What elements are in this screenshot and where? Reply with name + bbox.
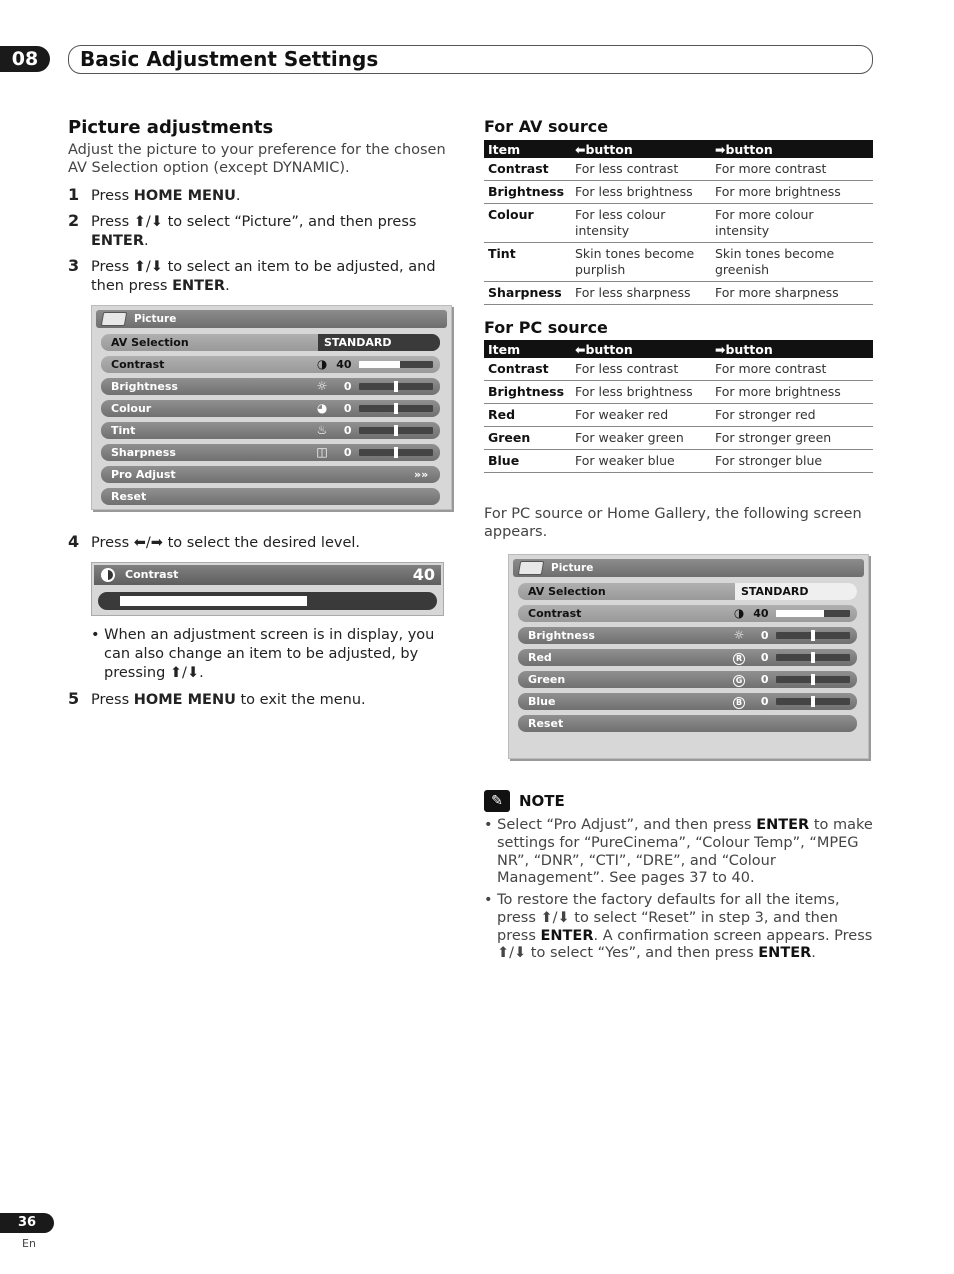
cell-item: Brightness [484,181,571,204]
brightness-icon: ☼ [733,628,745,642]
osd-row-contrast[interactable] [518,605,857,622]
cell-left-effect: For less sharpness [571,282,711,305]
pc-intro-text: For PC source or Home Gallery, the following screen appears. [484,506,862,540]
table-row [484,427,873,450]
osd-level-fill [776,610,824,617]
step-number: 5 [68,689,80,708]
cell-item: Brightness [484,381,571,404]
col-item: Item [484,340,571,358]
osd-row-tint[interactable] [101,422,440,439]
osd-row-value: 40 [753,607,769,620]
osd-level-marker [811,652,815,663]
osd-title: Picture [551,562,594,574]
osd-row-label: Green [528,673,566,686]
contrast-adjust-screen [91,562,444,616]
osd-row-value: 0 [760,629,769,642]
av-selection-value: STANDARD [318,334,440,351]
osd-level-marker [394,447,398,458]
table-row [484,358,873,381]
pencil-icon: ✎ [484,790,510,812]
chapter-number: 08 [0,46,50,72]
osd-row-label: Brightness [528,629,595,642]
osd-row-reset[interactable] [518,715,857,732]
osd-row-label: Blue [528,695,556,708]
table-row [484,181,873,204]
osd-header [513,559,864,577]
col-left-button: ⬅ button [571,140,711,158]
letter-b-icon: B [732,695,747,708]
pc-source-title: For PC source [484,318,608,337]
contrast-icon [101,568,115,582]
brightness-icon: ☼ [316,379,328,393]
contrast-icon: ◑ [316,357,328,371]
cell-item: Colour [484,204,571,243]
osd-level-bar [776,698,851,705]
av-selection-value: STANDARD [735,583,857,600]
osd-row-label: Reset [528,717,564,730]
chevron-right-icon: »» [414,468,429,481]
cell-left-effect: For less contrast [571,158,711,181]
tint-icon: ♨ [316,423,328,437]
picture-menu-icon [101,312,127,326]
step-1: 1 Press HOME MENU. [68,185,241,204]
osd-row-value: 0 [760,673,769,686]
step-number: 1 [68,185,80,204]
note-title: NOTE [519,792,565,810]
osd-level-marker [811,696,815,707]
osd-row-brightness[interactable] [101,378,440,395]
cell-right-effect: For stronger green [711,427,873,450]
cell-left-effect: For less colour intensity [571,204,711,243]
osd-level-bar [359,361,434,368]
osd-row-red[interactable] [518,649,857,666]
cell-right-effect: For stronger red [711,404,873,427]
step-number: 4 [68,532,80,551]
osd-picture-menu-pc [508,554,869,759]
osd-row-av-selection[interactable] [101,334,440,351]
cell-item: Sharpness [484,282,571,305]
osd-row-value: 0 [760,651,769,664]
osd-row-label: Colour [111,402,152,415]
table-row [484,158,873,181]
page-number: 36 [0,1213,54,1233]
osd-row-pro-adjust[interactable] [101,466,440,483]
cell-right-effect: For more contrast [711,158,873,181]
letter-r-icon: R [732,651,747,664]
cell-item: Contrast [484,358,571,381]
step-number: 2 [68,211,80,230]
osd-row-contrast[interactable] [101,356,440,373]
contrast-icon: ◑ [733,606,745,620]
chapter-title: Basic Adjustment Settings [80,47,379,71]
osd-row-label: Sharpness [111,446,176,459]
osd-row-value: 40 [336,358,352,371]
colour-icon: ◕ [316,401,328,415]
osd-level-marker [394,381,398,392]
sharpness-icon: ◫ [316,445,328,459]
osd-row-label: Contrast [111,358,165,371]
osd-level-fill [359,361,400,368]
osd-row-value: 0 [343,380,352,393]
osd-row-reset[interactable] [101,488,440,505]
cell-right-effect: For more brightness [711,181,873,204]
osd-row-green[interactable] [518,671,857,688]
cell-item: Red [484,404,571,427]
osd-level-bar [359,427,434,434]
osd-row-blue[interactable] [518,693,857,710]
osd-row-label: Contrast [528,607,582,620]
osd-row-sharpness[interactable] [101,444,440,461]
section-title: Picture adjustments [68,117,274,138]
adjust-value: 40 [412,565,435,584]
table-row [484,450,873,473]
osd-row-av-selection[interactable] [518,583,857,600]
cell-left-effect: For less brightness [571,181,711,204]
step-3: 3 Press ⬆/⬇ to select an item to be adjusted, and then press ENTER. [68,256,436,294]
cell-right-effect: For stronger blue [711,450,873,473]
osd-title: Picture [134,313,177,325]
step-number: 3 [68,256,80,275]
adjust-header [94,565,441,585]
cell-item: Tint [484,243,571,282]
cell-item: Green [484,427,571,450]
osd-row-value: 0 [343,424,352,437]
av-source-table [484,140,873,305]
osd-row-label: Brightness [111,380,178,393]
note-item-2: • To restore the factory defaults for all the items, press ⬆/⬇ to select “Reset” in step 3, and then press ENTER. A confirmation screen appears. Press ⬆/⬇ to select “Yes”, and then press ENTER. [484,892,873,962]
osd-row-label: Reset [111,490,147,503]
cell-left-effect: For weaker red [571,404,711,427]
cell-left-effect: For weaker green [571,427,711,450]
osd-header [96,310,447,328]
col-right-button: ➡ button [711,340,873,358]
osd-level-bar [359,383,434,390]
step-5: 5 Press HOME MENU to exit the menu. [68,689,366,708]
step-4: 4 Press ⬅/➡ to select the desired level. [68,532,361,551]
osd-level-bar [776,654,851,661]
adjust-slider-fill [120,596,307,606]
osd-row-value: 0 [760,695,769,708]
table-row [484,404,873,427]
cell-right-effect: For more contrast [711,358,873,381]
page-language: En [22,1237,36,1250]
osd-row-colour[interactable] [101,400,440,417]
osd-level-bar [776,676,851,683]
table-row [484,282,873,305]
cell-right-effect: For more brightness [711,381,873,404]
step-2: 2 Press ⬆/⬇ to select “Picture”, and then press ENTER. [68,211,417,249]
osd-level-marker [811,630,815,641]
osd-row-label: AV Selection [111,336,189,349]
osd-level-bar [359,405,434,412]
osd-level-marker [811,674,815,685]
osd-row-value: 0 [343,402,352,415]
adjust-slider[interactable] [98,592,437,610]
osd-row-label: Tint [111,424,136,437]
osd-row-value: 0 [343,446,352,459]
av-source-title: For AV source [484,117,609,136]
cell-left-effect: For weaker blue [571,450,711,473]
osd-level-bar [776,632,851,639]
osd-level-bar [776,610,851,617]
note-item-1: • Select “Pro Adjust”, and then press ENTER to make settings for “PureCinema”, “Colour Temp”, “MPEG NR”, “DNR”, “CTI”, “DRE”, and “Colour Management”. See pages 37 to 40. [484,817,873,887]
table-row [484,204,873,243]
osd-level-marker [394,425,398,436]
bullet-note: • When an adjustment screen is in display, you can also change an item to be adjusted, by pressing ⬆/⬇. [91,627,435,681]
cell-item: Contrast [484,158,571,181]
letter-g-icon: G [732,673,747,686]
col-item: Item [484,140,571,158]
osd-row-label: Red [528,651,552,664]
osd-level-marker [394,403,398,414]
osd-row-label: AV Selection [528,585,606,598]
adjust-label: Contrast [125,568,179,581]
cell-left-effect: Skin tones become purplish [571,243,711,282]
osd-picture-menu [91,305,452,510]
cell-left-effect: For less brightness [571,381,711,404]
cell-right-effect: For more colour intensity [711,204,873,243]
cell-item: Blue [484,450,571,473]
pc-source-table [484,340,873,473]
picture-menu-icon [518,561,544,575]
col-right-button: ➡ button [711,140,873,158]
osd-level-bar [359,449,434,456]
intro-text: Adjust the picture to your preference for the chosen AV Selection option (except DYNAMIC). [68,142,446,176]
col-left-button: ⬅ button [571,340,711,358]
cell-left-effect: For less contrast [571,358,711,381]
table-row [484,243,873,282]
cell-right-effect: Skin tones become greenish [711,243,873,282]
osd-row-label: Pro Adjust [111,468,176,481]
table-row [484,381,873,404]
osd-row-brightness[interactable] [518,627,857,644]
cell-right-effect: For more sharpness [711,282,873,305]
